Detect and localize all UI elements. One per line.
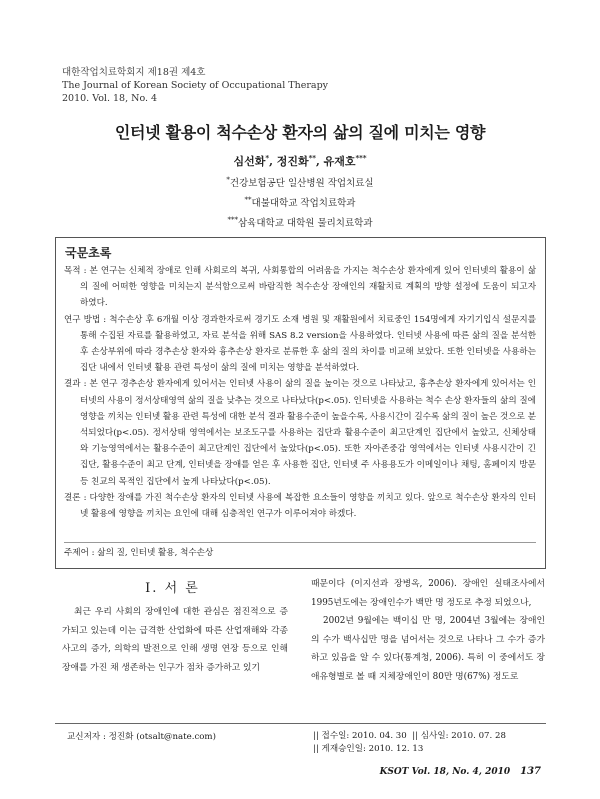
author-separator: ,	[269, 155, 277, 168]
affiliation-text: 삼육대학교 대학원 물리치료학과	[237, 218, 373, 230]
abstract-purpose: 목적 : 본 연구는 신체적 장애로 인해 사회로의 복귀, 사회통합의 어려움을 가지는 척수손상 환자에게 있어 인터넷의 활용이 삶의 질에 어떠한 영향을 미치는지 분석함으로써 바람직한 척수손상 장애인의 재활치료 계획의 방향 설정에 도움이 되고자 하였다.	[64, 266, 536, 309]
affiliation	[0, 172, 600, 192]
footer-divider	[55, 723, 546, 724]
accepted-date: || 게재승인일: 2010. 12. 13	[313, 744, 424, 754]
author-name: 심선화	[233, 155, 266, 168]
author-mark: **	[308, 153, 316, 163]
affiliation	[0, 212, 600, 232]
intro-paragraph: 2002년 9월에는 백이십 만 명, 2004년 3월에는 장애인의 수가 백사십만 명을 넘어서는 것으로 나타나 그 수가 증가하고 있음을 알 수 있다(통계청, 2006). 특히 이 중에서도 장애유형별로 볼 때 지체장애인이 80만 명(67%) 정도로	[311, 616, 545, 682]
paper-title: 인터넷 활용이 척수손상 환자의 삶의 질에 미치는 영향	[114, 123, 486, 142]
author-separator: ,	[315, 155, 324, 168]
author-name: 유재호	[323, 155, 356, 168]
intro-continuation: 때문이다 (이지선과 장병옥, 2006). 장애인 실태조사에서 1995년도에는 장애인수가 백만 명 정도로 추정 되었으나,	[311, 579, 545, 608]
affiliation-mark: ***	[227, 216, 238, 225]
affiliation-mark: **	[244, 196, 252, 205]
abstract-results: 결과 : 본 연구 경추손상 환자에게 있어서는 인터넷 사용이 삶의 질을 높이는 것으로 나타났고, 흉추손상 환자에게 있어서는 인터넷의 사용이 정서상태영역 삶의 질을 낮추는 것으로 나타났다(p<.05). 인터넷을 사용하는 척수 손상 환자들의 삶의 질에 영향을 끼치는 인터넷 활용 관련 특성에 대한 분석 결과 활용수준이 높을수록, 사용시간이 길수록 삶의 질이 높은 것으로 분석되었다(p<.05). 정서상태 영역에서는 보조도구를 사용하는 집단과 활용수준이 최고단계인 집단에서 높았고, 신체상태와 기능영역에서는 활용수준이 최고단계인 집단에서 높았다(p<.05). 또한 자아존중감 영역에서는 인터넷 사용시간이 긴 집단, 활용수준이 최고 단계, 인터넷을 장애를 얻은 후 사용한 집단, 인터넷 주 사용용도가 이메일이나 채팅, 홈페이지 방문 등 친교의 목적인 집단에서 높게 나타났다(p<.05).	[64, 379, 536, 487]
keywords: 주제어 : 삶의 질, 인터넷 활용, 척수손상	[64, 548, 214, 558]
affiliation-list	[0, 172, 600, 232]
reviewed-date: || 심사일: 2010. 07. 28	[412, 731, 506, 741]
keywords-divider	[64, 542, 536, 543]
affiliation-text: 대불대학교 작업치료학과	[251, 198, 356, 210]
author-list	[0, 153, 600, 169]
received-date: || 접수일: 2010. 04. 30	[313, 731, 407, 741]
intro-right-column	[311, 575, 545, 687]
section-heading: Ⅰ. 서 론	[145, 581, 200, 596]
affiliation-text: 건강보험공단 일산병원 작업치료실	[229, 178, 374, 190]
abstract-conclusion: 결론 : 다양한 장애를 가진 척수손상 환자의 인터넷 사용에 복잡한 요소들이 영향을 끼치고 있다. 앞으로 척수손상 환자의 인터넷 활용에 영향을 끼치는 요인에 대해 심층적인 연구가 이루어져야 하겠다.	[64, 492, 536, 520]
abstract-heading: 국문초록	[65, 246, 112, 260]
page-footer	[380, 766, 541, 777]
journal-name-english: The Journal of Korean Society of Occupational Therapy	[62, 80, 329, 91]
author-mark: ***	[355, 153, 367, 163]
journal-name-korean: 대한작업치료학회지 제18권 제4호	[62, 67, 206, 78]
corresponding-author: 교신저자 : 정진화 (otsalt@nate.com)	[67, 732, 216, 742]
author-mark: *	[265, 153, 270, 163]
affiliation	[0, 192, 600, 212]
journal-header	[62, 66, 328, 105]
journal-issue: 2010. Vol. 18, No. 4	[62, 93, 158, 104]
page-number: 137	[520, 766, 541, 777]
intro-left-column: 최근 우리 사회의 장애인에 대한 관심은 점진적으로 증가되고 있는데 이는 급격한 산업화에 따른 산업재해와 각종 사고의 증가, 의학의 발전으로 인해 생명 연장 등으로 인해 장애를 가진 채 생존하는 인구가 점차 증가하고 있기	[62, 607, 288, 673]
footer-journal: KSOT Vol. 18, No. 4, 2010	[379, 767, 511, 777]
article-dates	[313, 730, 506, 756]
author-name: 정진화	[276, 155, 309, 168]
affiliation-mark: *	[226, 176, 230, 184]
abstract-body	[64, 263, 536, 522]
abstract-method: 연구 방법 : 척수손상 후 6개월 이상 경과한자로써 경기도 소재 병원 및 재활원에서 치료중인 154명에게 자기기입식 설문지를 통해 수집된 자료를 활용하였고, 자료 분석을 위해 SAS 8.2 version을 사용하였다. 인터넷 사용에 따른 삶의 질을 분석한 후 손상부위에 따라 경추손상 환자와 흉추손상 환자로 분류한 후 삶의 질의 차이를 비교해 보았다. 또한 인터넷을 사용하는 집단 내에서 인터넷 활용 관련 특성이 삶의 질에 미치는 영향을 분석하였다.	[64, 314, 536, 374]
